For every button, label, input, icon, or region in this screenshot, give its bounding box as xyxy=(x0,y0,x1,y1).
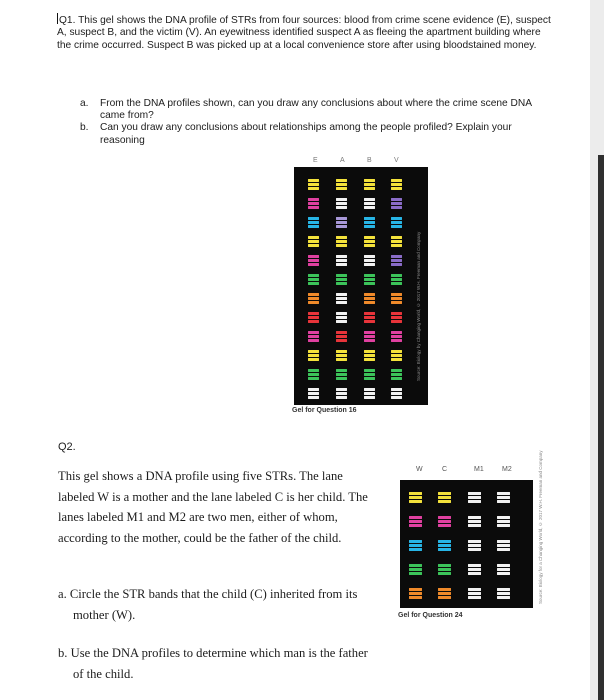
gel-band xyxy=(497,524,510,527)
gel-band xyxy=(308,301,319,304)
gel-band xyxy=(391,263,402,266)
gel-band xyxy=(308,263,319,266)
gel-band xyxy=(497,492,510,495)
gel-band xyxy=(308,369,319,372)
gel-band xyxy=(364,312,375,315)
gel-band xyxy=(391,331,402,334)
gel-band xyxy=(468,548,481,551)
question-1-part-a xyxy=(80,98,550,122)
gel-band xyxy=(438,588,451,591)
gel-band xyxy=(364,240,375,243)
gel-band xyxy=(308,236,319,239)
gel-band xyxy=(364,369,375,372)
gel-band xyxy=(391,354,402,357)
gel-band xyxy=(409,496,422,499)
gel-band xyxy=(364,282,375,285)
gel-band xyxy=(391,198,402,201)
question-1-subparts xyxy=(80,98,550,147)
gel-band xyxy=(391,392,402,395)
gel-band xyxy=(336,274,347,277)
gel-band xyxy=(308,377,319,380)
gel-band xyxy=(438,564,451,567)
gel-band xyxy=(364,331,375,334)
question-2-part-a xyxy=(58,584,376,625)
gel-band xyxy=(468,496,481,499)
gel-band xyxy=(391,297,402,300)
lane-label-c: C xyxy=(442,466,448,473)
gel-band xyxy=(468,588,481,591)
figure-caption: Gel for Question 16 xyxy=(292,407,357,414)
gel-band xyxy=(336,263,347,266)
gel-band xyxy=(336,312,347,315)
gel-band xyxy=(336,198,347,201)
gel-band xyxy=(468,544,481,547)
gel-band xyxy=(391,282,402,285)
lane-label-w: W xyxy=(416,466,423,473)
gel-band xyxy=(497,500,510,503)
gel-band xyxy=(336,282,347,285)
gel-band xyxy=(336,278,347,281)
gel-band xyxy=(497,548,510,551)
gel-band xyxy=(409,572,422,575)
gel-band xyxy=(497,568,510,571)
gel-band xyxy=(391,202,402,205)
gel-band xyxy=(438,540,451,543)
gel-band xyxy=(391,293,402,296)
gel-band xyxy=(336,396,347,399)
gel-band xyxy=(391,187,402,190)
question-2-part-b xyxy=(58,643,376,684)
gel-band xyxy=(308,240,319,243)
gel-band xyxy=(438,592,451,595)
gel-band xyxy=(391,278,402,281)
gel-band xyxy=(468,596,481,599)
lane-label-b: B xyxy=(367,157,372,164)
gel-band xyxy=(336,244,347,247)
gel-band xyxy=(497,540,510,543)
gel-band xyxy=(391,301,402,304)
gel-band xyxy=(391,236,402,239)
gel-band xyxy=(438,548,451,551)
gel-band xyxy=(336,339,347,342)
gel-band xyxy=(409,548,422,551)
gel-band xyxy=(364,373,375,376)
question-1-part-b xyxy=(80,122,550,146)
gel-band xyxy=(364,225,375,228)
gel-band xyxy=(308,187,319,190)
gel-band xyxy=(308,221,319,224)
gel-band xyxy=(364,377,375,380)
gel-band xyxy=(364,259,375,262)
gel-band xyxy=(391,244,402,247)
gel-band xyxy=(468,524,481,527)
gel-band xyxy=(364,183,375,186)
gel-band xyxy=(308,320,319,323)
gel-band xyxy=(468,564,481,567)
gel-band xyxy=(409,588,422,591)
gel-band xyxy=(336,225,347,228)
gel-band xyxy=(391,335,402,338)
gel-band xyxy=(364,297,375,300)
gel-band xyxy=(336,236,347,239)
gel-band xyxy=(308,373,319,376)
gel-band xyxy=(438,568,451,571)
gel-band xyxy=(364,278,375,281)
gel-band xyxy=(308,274,319,277)
gel-band xyxy=(468,568,481,571)
gel-band xyxy=(308,225,319,228)
gel-band xyxy=(409,592,422,595)
gel-band xyxy=(391,240,402,243)
gel-band xyxy=(336,320,347,323)
gel-band xyxy=(468,520,481,523)
gel-band xyxy=(336,377,347,380)
gel-band xyxy=(336,335,347,338)
gel-band xyxy=(497,572,510,575)
gel-band xyxy=(364,255,375,258)
gel-band xyxy=(438,524,451,527)
gel-band xyxy=(336,202,347,205)
gel-band xyxy=(336,350,347,353)
gel-band xyxy=(438,520,451,523)
gel-band xyxy=(391,316,402,319)
gel-band xyxy=(391,339,402,342)
gel-band xyxy=(497,544,510,547)
gel-band xyxy=(409,524,422,527)
gel-band xyxy=(308,331,319,334)
part-marker: a. xyxy=(80,98,89,109)
gel-band xyxy=(468,540,481,543)
gel-band xyxy=(438,572,451,575)
gel-band xyxy=(308,316,319,319)
gel-band xyxy=(336,259,347,262)
gel-band xyxy=(364,339,375,342)
gel-band xyxy=(497,564,510,567)
gel-band xyxy=(364,274,375,277)
gel-band xyxy=(409,564,422,567)
gel-band xyxy=(336,369,347,372)
gel-image xyxy=(294,167,428,405)
gel-band xyxy=(364,335,375,338)
gel-band xyxy=(391,274,402,277)
gel-band xyxy=(438,492,451,495)
question-1-text xyxy=(57,13,557,52)
gel-band xyxy=(308,183,319,186)
gel-band xyxy=(391,312,402,315)
gel-band xyxy=(308,206,319,209)
gel-figure-question-24 xyxy=(398,450,550,620)
gel-band xyxy=(308,312,319,315)
gel-band xyxy=(336,392,347,395)
gel-band xyxy=(308,259,319,262)
gel-band xyxy=(468,516,481,519)
gel-band xyxy=(336,373,347,376)
lane-label-m2: M2 xyxy=(502,466,512,473)
gel-band xyxy=(308,179,319,182)
gel-band xyxy=(409,596,422,599)
gel-band xyxy=(336,240,347,243)
gel-band xyxy=(308,198,319,201)
part-text: b. Use the DNA profiles to determine which man is the father of the child. xyxy=(58,646,368,681)
gel-band xyxy=(364,187,375,190)
gel-band xyxy=(364,202,375,205)
gel-band xyxy=(468,572,481,575)
gel-band xyxy=(364,198,375,201)
gel-band xyxy=(336,388,347,391)
gel-band xyxy=(409,500,422,503)
gel-band xyxy=(364,396,375,399)
gel-band xyxy=(364,392,375,395)
gel-band xyxy=(308,335,319,338)
gel-band xyxy=(336,255,347,258)
gel-band xyxy=(497,516,510,519)
gel-band xyxy=(391,373,402,376)
part-text: Can you draw any conclusions about relationships among the people profiled? Explain your reasoning xyxy=(100,122,512,146)
gel-band xyxy=(391,206,402,209)
gel-band xyxy=(391,350,402,353)
gel-band xyxy=(364,179,375,182)
lane-label-v: V xyxy=(394,157,399,164)
gel-band xyxy=(497,496,510,499)
gel-band xyxy=(391,377,402,380)
gel-band xyxy=(308,396,319,399)
gel-band xyxy=(308,278,319,281)
gel-band xyxy=(438,596,451,599)
gel-band xyxy=(308,297,319,300)
gel-band xyxy=(308,339,319,342)
gel-band xyxy=(391,369,402,372)
gel-band xyxy=(409,568,422,571)
gel-figure-question-16 xyxy=(290,155,430,417)
gel-band xyxy=(364,316,375,319)
gel-band xyxy=(364,358,375,361)
gel-band xyxy=(336,354,347,357)
gel-band xyxy=(497,520,510,523)
gel-band xyxy=(497,596,510,599)
gel-band xyxy=(364,301,375,304)
lane-label-m1: M1 xyxy=(474,466,484,473)
gel-band xyxy=(364,236,375,239)
gel-band xyxy=(308,244,319,247)
gel-band xyxy=(336,183,347,186)
gel-band xyxy=(409,516,422,519)
question-2-label: Q2. xyxy=(58,441,76,453)
gel-band xyxy=(336,221,347,224)
gel-lane-labels xyxy=(290,155,430,166)
gel-band xyxy=(364,350,375,353)
gel-band xyxy=(409,492,422,495)
gel-band xyxy=(391,358,402,361)
gel-band xyxy=(336,301,347,304)
gel-band xyxy=(364,244,375,247)
gel-band xyxy=(391,255,402,258)
gel-band xyxy=(308,354,319,357)
gel-band xyxy=(364,388,375,391)
gel-band xyxy=(438,544,451,547)
gel-band xyxy=(364,320,375,323)
gel-band xyxy=(336,331,347,334)
text-cursor xyxy=(57,13,58,24)
gel-band xyxy=(336,217,347,220)
gel-band xyxy=(391,396,402,399)
gel-band xyxy=(336,316,347,319)
gel-band xyxy=(438,516,451,519)
part-text: a. Circle the STR bands that the child (C) inherited from its mother (W). xyxy=(58,587,358,622)
part-marker: b. xyxy=(80,122,89,134)
gel-band xyxy=(336,206,347,209)
gel-image xyxy=(400,480,533,608)
gel-band xyxy=(438,500,451,503)
gel-band xyxy=(468,592,481,595)
gel-band xyxy=(336,187,347,190)
gel-band xyxy=(336,293,347,296)
gel-band xyxy=(364,354,375,357)
gel-band xyxy=(308,202,319,205)
gel-band xyxy=(497,592,510,595)
gel-band xyxy=(308,282,319,285)
gel-band xyxy=(364,293,375,296)
gel-band xyxy=(391,388,402,391)
question-2-body: This gel shows a DNA profile using five STRs. The lane labeled W is a mother and the lane labeled C is her child. The lanes labeled M1 and M2 are two men, either of whom, according to the mother, could be the father of the child. xyxy=(58,469,368,545)
gel-band xyxy=(468,500,481,503)
gel-band xyxy=(308,358,319,361)
question-1-paragraph: Q1. This gel shows the DNA profile of STRs from four sources: blood from crime scene evidence (E), suspect A, suspect B, and the victim (V). An eyewitness identified suspect A as fleeing the apartment building where the crime occurred. Suspect B was picked up at a local convenience store after using bloodstained money. xyxy=(57,15,551,51)
gel-band xyxy=(391,183,402,186)
gel-band xyxy=(308,217,319,220)
gel-band xyxy=(336,297,347,300)
gel-band xyxy=(468,492,481,495)
gel-band xyxy=(364,217,375,220)
gel-band xyxy=(391,320,402,323)
gel-band xyxy=(364,263,375,266)
lane-label-a: A xyxy=(340,157,345,164)
gel-band xyxy=(336,179,347,182)
part-text: From the DNA profiles shown, can you draw any conclusions about where the crime scene DNA came from? xyxy=(100,98,532,122)
gel-band xyxy=(336,358,347,361)
gel-band xyxy=(308,350,319,353)
gel-band xyxy=(391,259,402,262)
gel-band xyxy=(391,179,402,182)
gel-band xyxy=(438,496,451,499)
gel-band xyxy=(409,540,422,543)
gel-band xyxy=(308,392,319,395)
gel-band xyxy=(308,255,319,258)
figure-credit: Source: Biology by Changing World, © 2017 W.H. Freeman and Company xyxy=(416,231,421,381)
lane-label-e: E xyxy=(313,157,318,164)
gel-band xyxy=(391,221,402,224)
gel-band xyxy=(409,520,422,523)
figure-credit: Source: Biology for a Changing World, © 2017 W.H. Freeman and Company xyxy=(538,450,543,604)
gel-band xyxy=(364,221,375,224)
figure-caption: Gel for Question 24 xyxy=(398,612,463,619)
gel-band xyxy=(497,588,510,591)
gel-band xyxy=(308,293,319,296)
gel-band xyxy=(308,388,319,391)
gel-band xyxy=(391,217,402,220)
gel-band xyxy=(409,544,422,547)
scrollbar[interactable] xyxy=(598,155,604,700)
gel-band xyxy=(391,225,402,228)
gel-band xyxy=(364,206,375,209)
